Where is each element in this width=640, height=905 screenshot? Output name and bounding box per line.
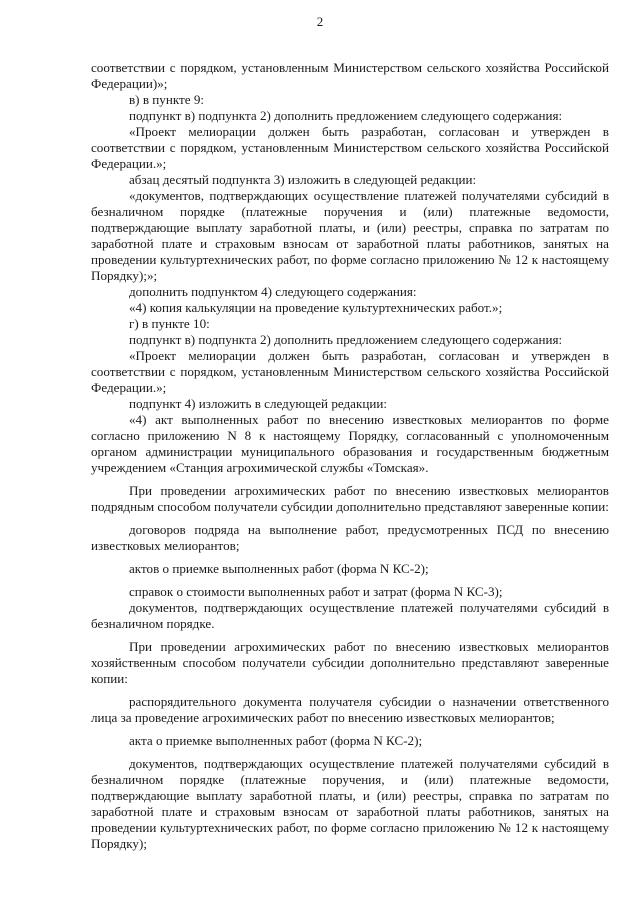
paragraph: абзац десятый подпункта 3) изложить в следующей редакции:: [129, 172, 477, 187]
paragraph: «4) акт выполненных работ по внесению известковых мелиорантов по форме согласно приложению N 8 к настоящему Порядку, согласованный с уполномоченным органом администрации муниципального образования и государственным бюджетным учреждением «Станция агрохимической службы «Томская».: [91, 412, 609, 475]
paragraph: договоров подряда на выполнение работ, предусмотренных ПСД по внесению известковых мелиорантов;: [91, 522, 609, 553]
paragraph: актов о приемке выполненных работ (форма N КС-2);: [129, 561, 429, 576]
paragraph: «4) копия калькуляции на проведение культуртехнических работ.»;: [129, 300, 503, 315]
paragraph: распорядительного документа получателя субсидии о назначении ответственного лица за проведение агрохимических работ по внесению известковых мелиорантов;: [91, 694, 609, 725]
paragraph: «Проект мелиорации должен быть разработан, согласован и утвержден в соответствии с порядком, установленным Министерством сельского хозяйства Российской Федерации.»;: [91, 348, 609, 395]
paragraph: «документов, подтверждающих осуществление платежей получателями субсидий в безналичном порядке (платежные поручения и (или) платежные ведомости, подтверждающие выплату заработной платы, и (или) реестры, справка по затратам по заработной плате и страховым взносам от заработной платы работников, занятых на проведении культуртехнических работ, по форме согласно приложению № 12 к настоящему Порядку);»;: [91, 188, 609, 283]
paragraph: г) в пункте 10:: [129, 316, 210, 331]
document-body: [91, 60, 609, 852]
paragraph: дополнить подпунктом 4) следующего содержания:: [129, 284, 417, 299]
page-number: 2: [316, 14, 324, 29]
paragraph: При проведении агрохимических работ по внесению известковых мелиорантов хозяйственным способом получатели субсидии дополнительно представляют заверенные копии:: [91, 639, 609, 686]
paragraph: акта о приемке выполненных работ (форма N КС-2);: [129, 733, 423, 748]
paragraph: подпункт в) подпункта 2) дополнить предложением следующего содержания:: [129, 108, 563, 123]
paragraph: справок о стоимости выполненных работ и затрат (форма N КС-3);: [129, 584, 503, 599]
paragraph: подпункт 4) изложить в следующей редакции:: [129, 396, 388, 411]
paragraph: в) в пункте 9:: [129, 92, 205, 107]
paragraph: подпункт в) подпункта 2) дополнить предложением следующего содержания:: [129, 332, 563, 347]
paragraph: «Проект мелиорации должен быть разработан, согласован и утвержден в соответствии с порядком, установленным Министерством сельского хозяйства Российской Федерации.»;: [91, 124, 609, 171]
paragraph: При проведении агрохимических работ по внесению известковых мелиорантов подрядным способом получатели субсидии дополнительно представляют заверенные копии:: [91, 483, 609, 514]
paragraph: соответствии с порядком, установленным Министерством сельского хозяйства Российской Федерации)»;: [91, 60, 609, 91]
paragraph: документов, подтверждающих осуществление платежей получателями субсидий в безналичном порядке.: [91, 600, 609, 631]
paragraph: документов, подтверждающих осуществление платежей получателями субсидий в безналичном порядке (платежные поручения, и (или) платежные ведомости, подтверждающие выплату заработной платы, и (или) реестры, справка по затратам по заработной плате и страховым взносам от заработной платы работников, занятых на проведении культуртехнических работ, по форме согласно приложению № 12 к настоящему Порядку);: [91, 756, 609, 851]
